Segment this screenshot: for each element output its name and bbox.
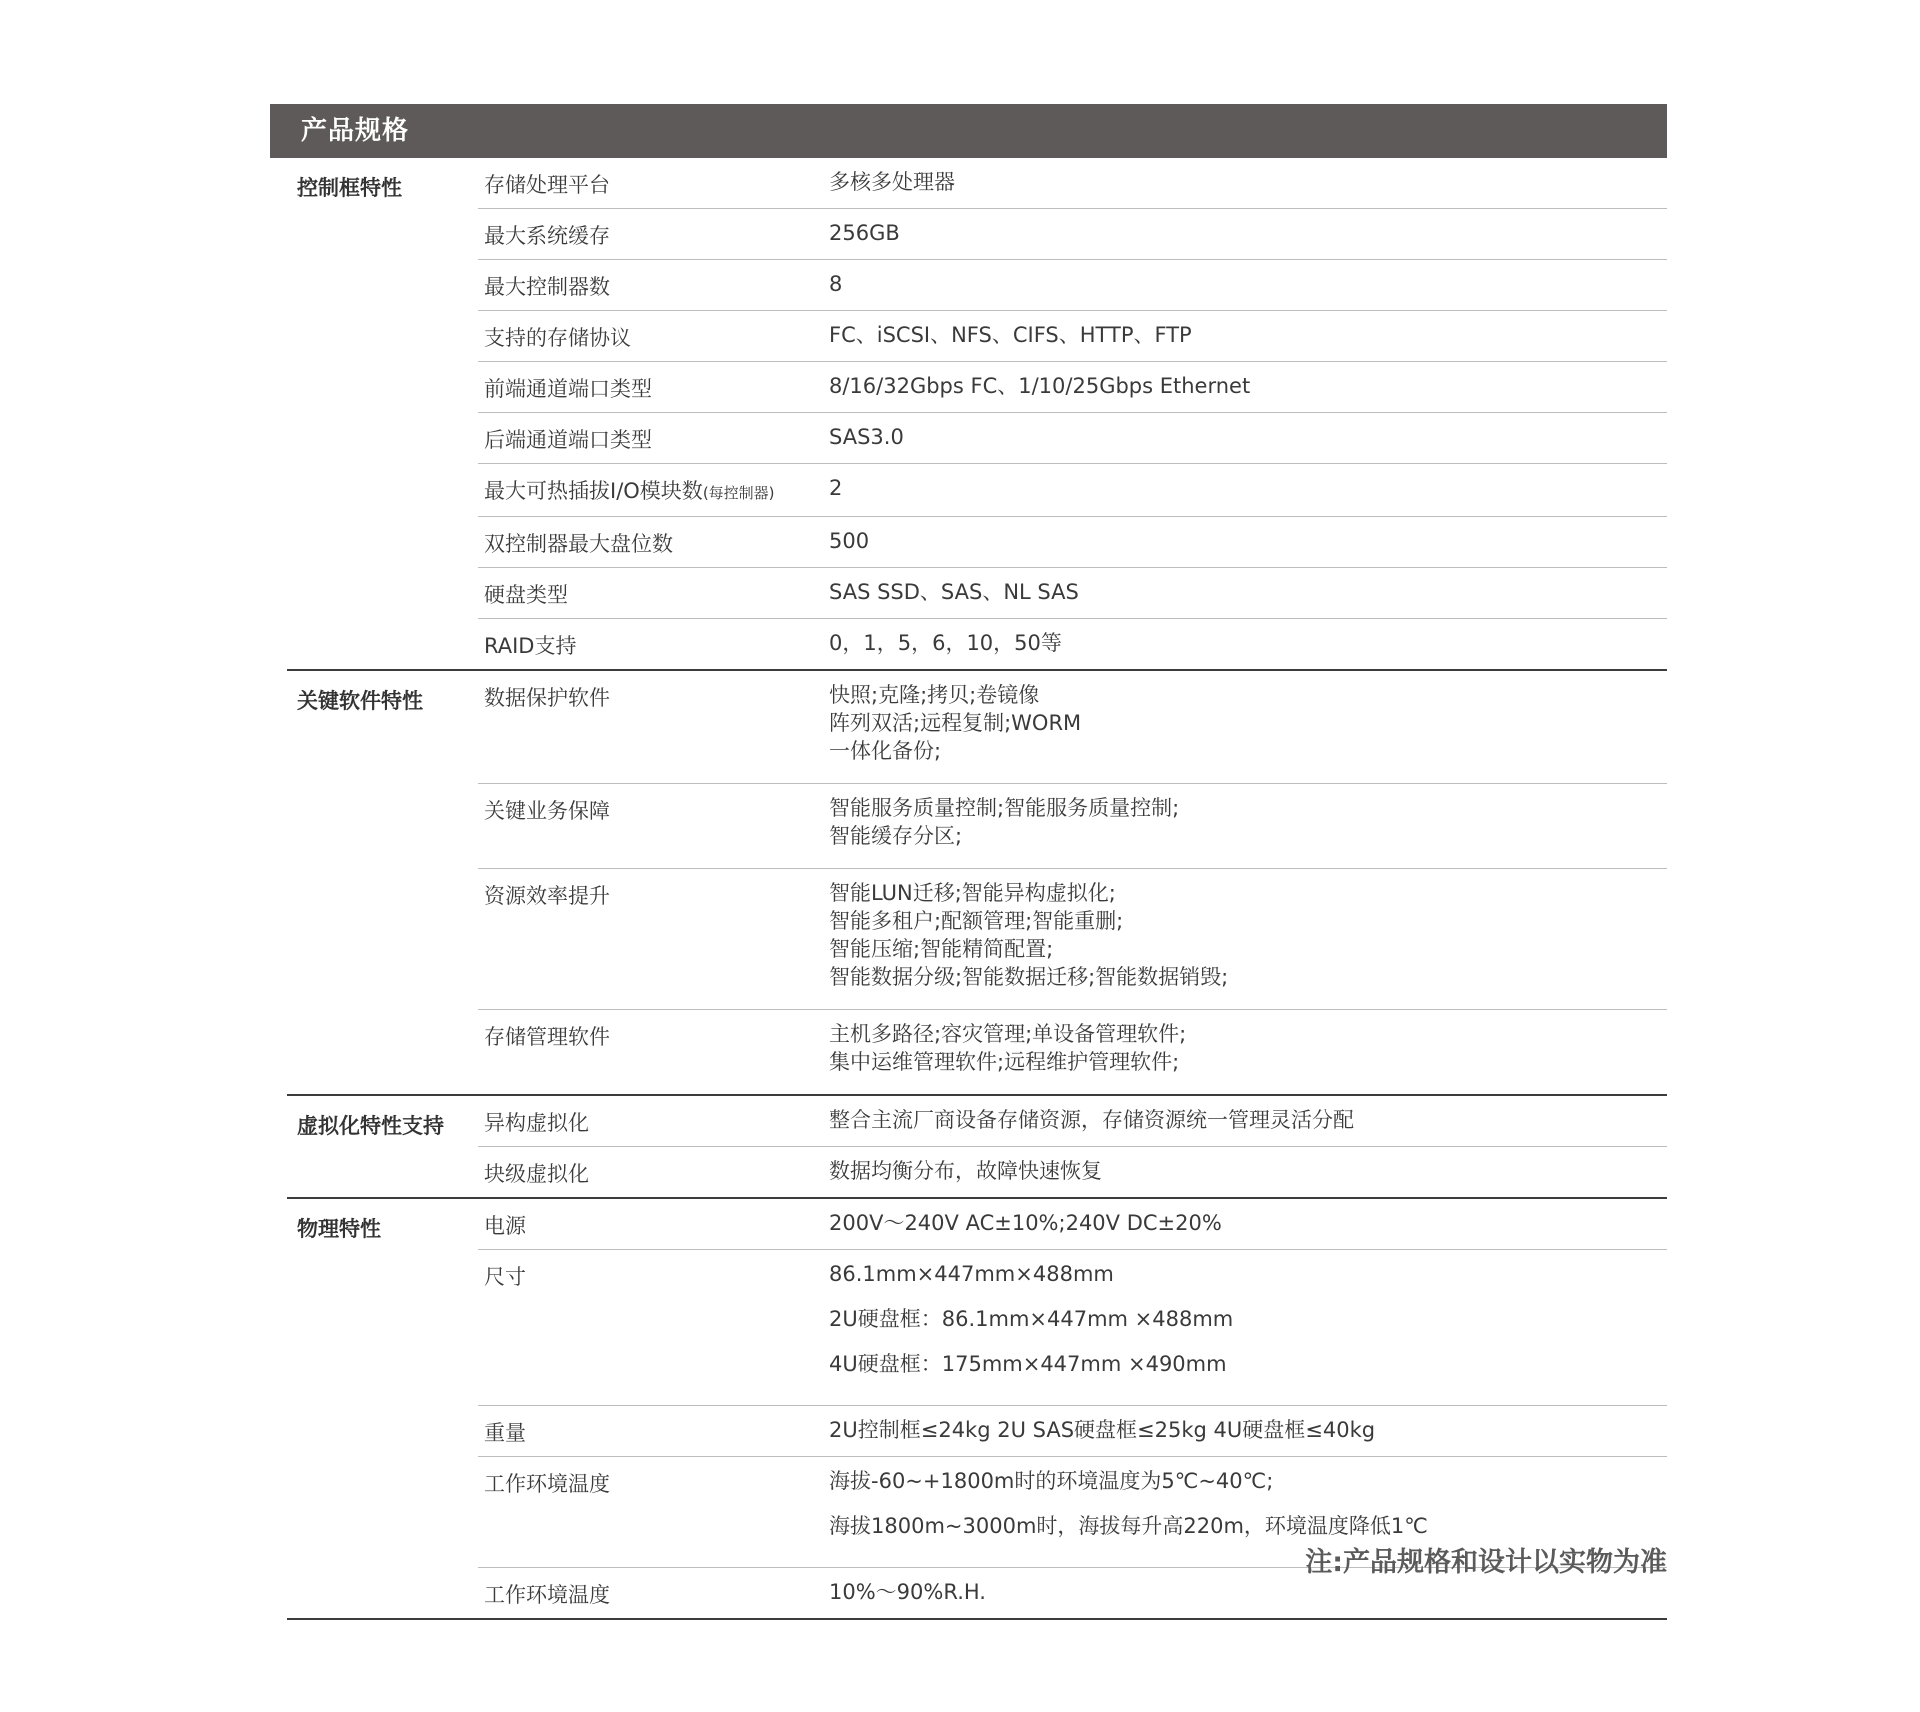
spec-label-text: 存储处理平台 xyxy=(484,173,610,197)
spec-value-line: 2U硬盘框：86.1mm×447mm ×488mm xyxy=(829,1307,1234,1331)
section-title: 虚拟化特性支持 xyxy=(297,1114,444,1138)
spec-row xyxy=(478,362,1667,413)
spec-value-line: 海拔1800m~3000m时，海拔每升高220m，环境温度降低1℃ xyxy=(829,1514,1428,1538)
spec-label-text: 数据保护软件 xyxy=(484,686,610,710)
spec-value-line: 多核多处理器 xyxy=(829,170,955,194)
spec-value xyxy=(829,219,1667,249)
spec-label-text: 关键业务保障 xyxy=(484,799,610,823)
spec-label xyxy=(478,531,829,557)
spec-label xyxy=(478,798,829,850)
spec-label xyxy=(478,376,829,402)
spec-value-line: 海拔-60~+1800m时的环境温度为5℃~40℃; xyxy=(829,1469,1274,1493)
spec-section xyxy=(287,671,1667,1096)
spec-label-text: 最大控制器数 xyxy=(484,275,610,299)
spec-row xyxy=(478,1250,1667,1406)
spec-value-line: 2U控制框≤24kg 2U SAS硬盘框≤25kg 4U硬盘框≤40kg xyxy=(829,1418,1376,1442)
section-rows xyxy=(478,1096,1667,1197)
spec-label-text: 工作环境温度 xyxy=(484,1472,610,1496)
spec-value xyxy=(829,1106,1667,1136)
spec-label xyxy=(478,1471,829,1549)
spec-label xyxy=(478,427,829,453)
spec-value-line: 智能服务质量控制;智能服务质量控制; xyxy=(829,796,1180,820)
spec-section xyxy=(287,1096,1667,1199)
section-title: 物理特性 xyxy=(297,1217,381,1241)
spec-value-line: 快照;克隆;拷贝;卷镜像 xyxy=(829,683,1040,707)
spec-row xyxy=(478,209,1667,260)
spec-value xyxy=(829,629,1667,659)
spec-value-line: 主机多路径;容灾管理;单设备管理软件; xyxy=(829,1022,1187,1046)
spec-value-line: 4U硬盘框：175mm×447mm ×490mm xyxy=(829,1352,1227,1376)
spec-row xyxy=(478,1096,1667,1147)
spec-row xyxy=(478,784,1667,869)
spec-value-line: 数据均衡分布，故障快速恢复 xyxy=(829,1159,1102,1183)
spec-value xyxy=(829,527,1667,557)
spec-row xyxy=(478,1199,1667,1250)
spec-label xyxy=(478,325,829,351)
spec-value-line: 智能压缩;智能精简配置; xyxy=(829,937,1054,961)
spec-label-text: 硬盘类型 xyxy=(484,583,568,607)
spec-label xyxy=(478,1582,829,1608)
spec-label xyxy=(478,1161,829,1187)
spec-label-text: 电源 xyxy=(484,1214,526,1238)
spec-value-line: 2 xyxy=(829,476,843,500)
spec-value xyxy=(829,1020,1667,1076)
spec-label-text: 后端通道端口类型 xyxy=(484,428,652,452)
spec-value xyxy=(829,321,1667,351)
spec-row xyxy=(478,464,1667,517)
spec-label xyxy=(478,1024,829,1076)
spec-label xyxy=(478,1420,829,1446)
spec-row xyxy=(478,869,1667,1010)
spec-label xyxy=(478,172,829,198)
spec-label xyxy=(478,478,829,506)
spec-value xyxy=(829,578,1667,608)
spec-value-line: 智能缓存分区; xyxy=(829,824,963,848)
spec-label-text: 支持的存储协议 xyxy=(484,326,631,350)
spec-label xyxy=(478,1213,829,1239)
spec-value-line: 500 xyxy=(829,529,870,553)
spec-label xyxy=(478,274,829,300)
spec-row xyxy=(478,1406,1667,1457)
spec-label-text: 尺寸 xyxy=(484,1265,526,1289)
spec-value xyxy=(829,879,1667,991)
page-title: 产品规格 xyxy=(301,116,410,146)
spec-table xyxy=(287,158,1667,1620)
spec-label-text: 最大可热插拔I/O模块数 xyxy=(484,479,703,503)
spec-value-line: 8/16/32Gbps FC、1/10/25Gbps Ethernet xyxy=(829,374,1251,398)
spec-value xyxy=(829,1416,1667,1446)
spec-label xyxy=(478,633,829,659)
spec-value xyxy=(829,423,1667,453)
spec-row xyxy=(478,568,1667,619)
spec-header-bar xyxy=(270,104,1667,158)
spec-value xyxy=(829,1578,1667,1608)
spec-row xyxy=(478,1010,1667,1094)
spec-value xyxy=(829,1209,1667,1239)
spec-row xyxy=(478,671,1667,784)
spec-value xyxy=(829,270,1667,300)
spec-value-line: 10%～90%R.H. xyxy=(829,1580,986,1604)
footnote: 注:产品规格和设计以实物为准 xyxy=(1305,1547,1667,1578)
spec-label-text: 资源效率提升 xyxy=(484,884,610,908)
spec-label-text: RAID支持 xyxy=(484,634,577,658)
spec-value-line: 整合主流厂商设备存储资源，存储资源统一管理灵活分配 xyxy=(829,1108,1354,1132)
spec-label xyxy=(478,1110,829,1136)
spec-row xyxy=(478,311,1667,362)
section-title: 关键软件特性 xyxy=(297,689,423,713)
spec-value xyxy=(829,1157,1667,1187)
spec-row xyxy=(478,413,1667,464)
spec-value-line: SAS SSD、SAS、NL SAS xyxy=(829,580,1079,604)
spec-value-line: 智能多租户;配额管理;智能重删; xyxy=(829,909,1124,933)
spec-value-line: 0，1，5，6，10，50等 xyxy=(829,631,1062,655)
spec-value xyxy=(829,168,1667,198)
spec-label-text: 工作环境温度 xyxy=(484,1583,610,1607)
spec-value xyxy=(829,1252,1667,1387)
spec-value xyxy=(829,474,1667,506)
spec-row xyxy=(478,619,1667,669)
spec-label xyxy=(478,883,829,991)
section-rows xyxy=(478,158,1667,669)
spec-value-line: 一体化备份; xyxy=(829,739,942,763)
spec-value-line: 智能数据分级;智能数据迁移;智能数据销毁; xyxy=(829,965,1229,989)
spec-value-line: 阵列双活;远程复制;WORM xyxy=(829,711,1082,735)
spec-value xyxy=(829,681,1667,765)
spec-row xyxy=(478,1147,1667,1197)
spec-value-line: 256GB xyxy=(829,221,900,245)
spec-label xyxy=(478,582,829,608)
section-rows xyxy=(478,671,1667,1094)
spec-label-text: 最大系统缓存 xyxy=(484,224,610,248)
spec-label-text: 异构虚拟化 xyxy=(484,1111,589,1135)
spec-label-text: 存储管理软件 xyxy=(484,1025,610,1049)
spec-section xyxy=(287,158,1667,671)
spec-row xyxy=(478,260,1667,311)
spec-row xyxy=(478,517,1667,568)
spec-label-text: 双控制器最大盘位数 xyxy=(484,532,673,556)
spec-label xyxy=(478,223,829,249)
spec-value xyxy=(829,794,1667,850)
spec-value-line: 智能LUN迁移;智能异构虚拟化; xyxy=(829,881,1116,905)
section-title: 控制框特性 xyxy=(297,176,402,200)
spec-value-line: 集中运维管理软件;远程维护管理软件; xyxy=(829,1050,1180,1074)
spec-value xyxy=(829,372,1667,402)
spec-value-line: FC、iSCSI、NFS、CIFS、HTTP、FTP xyxy=(829,323,1192,347)
spec-value xyxy=(829,1459,1667,1549)
spec-value-line: 200V～240V AC±10%;240V DC±20% xyxy=(829,1211,1222,1235)
spec-label xyxy=(478,1264,829,1387)
spec-row xyxy=(478,158,1667,209)
spec-label xyxy=(478,685,829,765)
spec-label-text: 块级虚拟化 xyxy=(484,1162,589,1186)
spec-value-line: SAS3.0 xyxy=(829,425,904,449)
spec-label-note: (每控制器) xyxy=(702,484,775,502)
spec-value-line: 8 xyxy=(829,272,843,296)
spec-value-line: 86.1mm×447mm×488mm xyxy=(829,1262,1114,1286)
spec-label-text: 重量 xyxy=(484,1421,526,1445)
spec-label-text: 前端通道端口类型 xyxy=(484,377,652,401)
